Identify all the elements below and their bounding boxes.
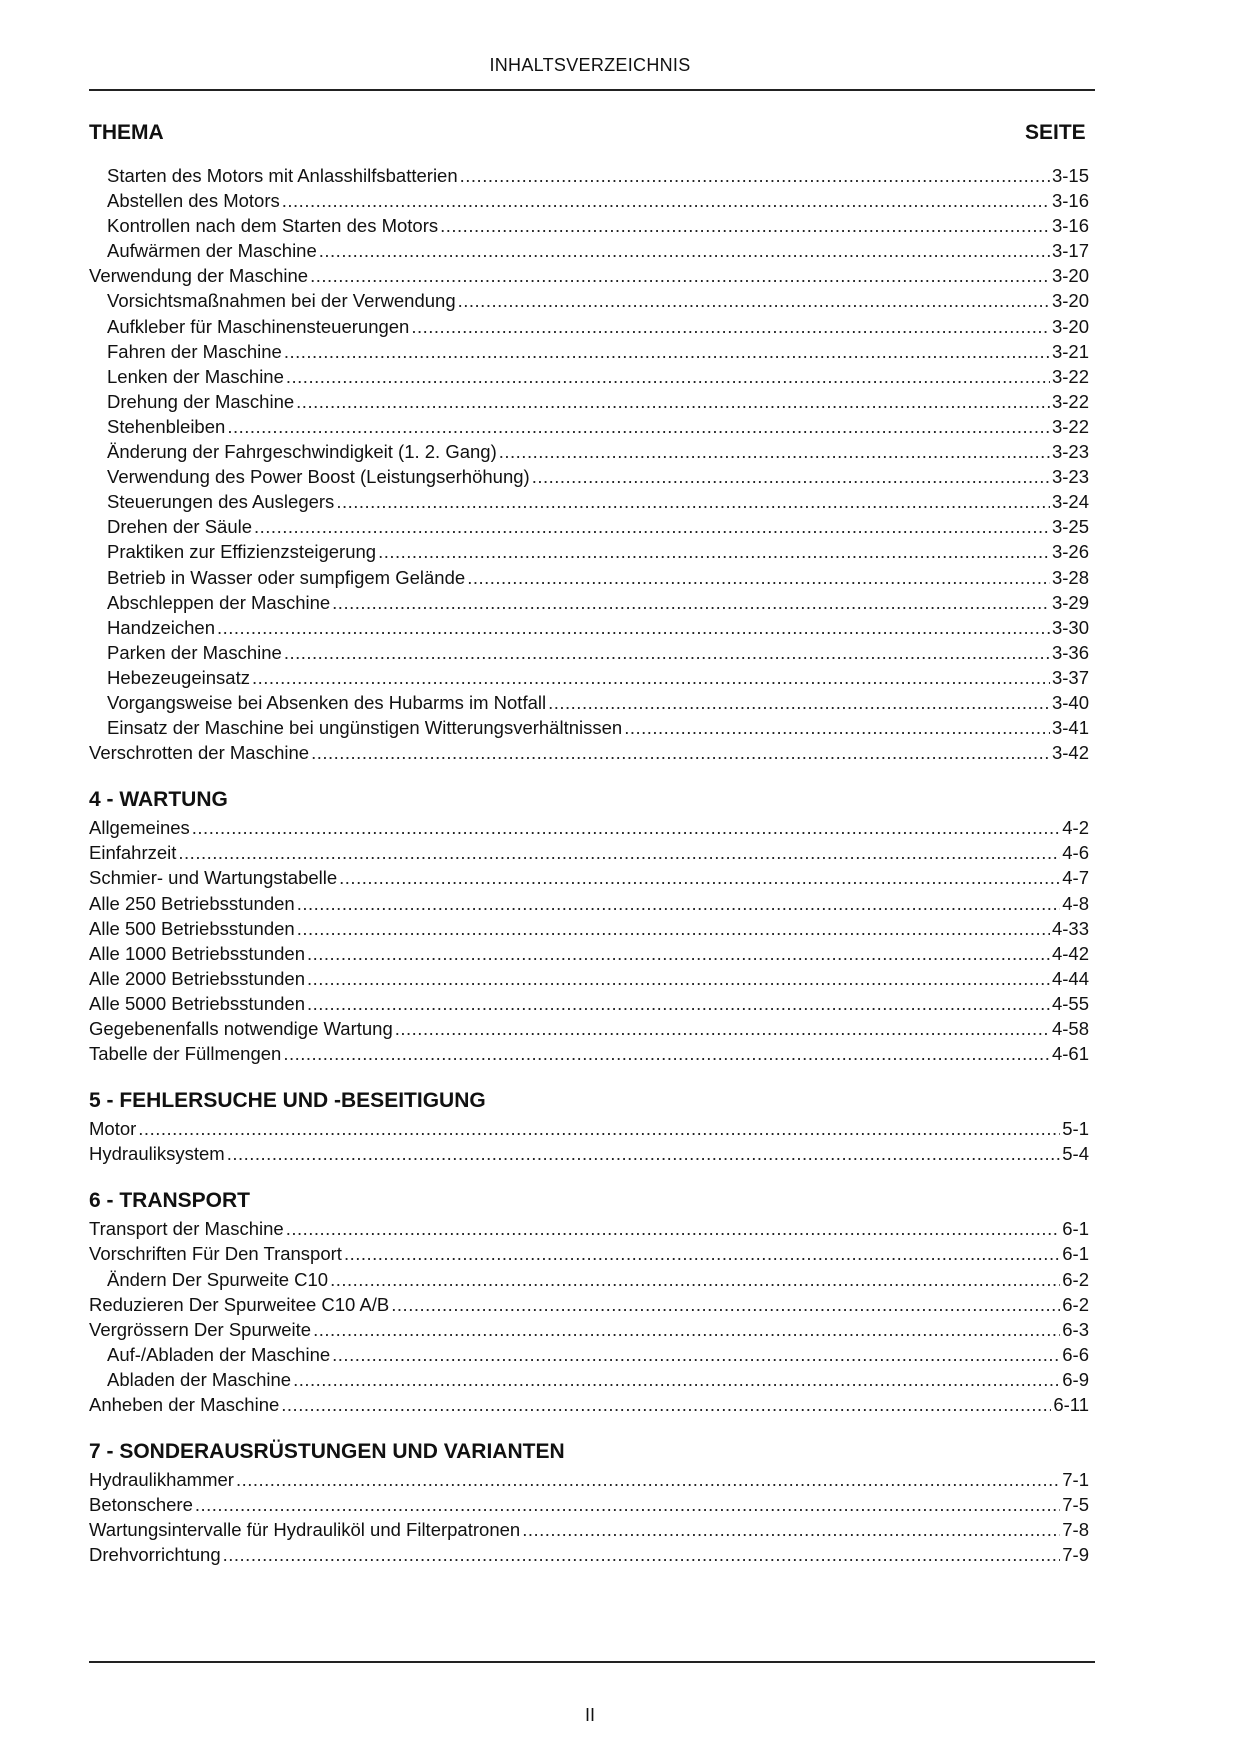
toc-entry[interactable] (89, 238, 1089, 263)
toc-entry-title: Schmier- und Wartungstabelle (89, 867, 338, 889)
toc-entry-title: Starten des Motors mit Anlasshilfsbatterien (107, 165, 458, 186)
toc-entry-title: Hydrauliksystem (89, 1143, 225, 1165)
toc-entry-title: Vorgangsweise bei Absenken des Hubarms im Notfall (107, 691, 547, 713)
toc-entry-title: Handzeichen (107, 616, 215, 638)
dot-leader (548, 690, 1050, 715)
dot-leader (499, 439, 1050, 464)
toc-entry-title: Wartungsintervalle für Hydrauliköl und Filterpatronen (89, 1519, 521, 1541)
toc-entry[interactable] (89, 213, 1089, 238)
toc-entry[interactable] (89, 539, 1089, 564)
toc-entry-page: 6-9 (1062, 1368, 1089, 1390)
toc-section (89, 163, 1089, 765)
toc-entry-page: 3-30 (1051, 616, 1089, 638)
toc-entry[interactable] (89, 941, 1089, 966)
toc-entry-page: 3-22 (1051, 390, 1089, 412)
toc-entry-page: 3-20 (1051, 290, 1089, 312)
toc-entry-title: Vergrössern Der Spurweite (89, 1318, 312, 1340)
page-header-title: INHALTSVERZEICHNIS (489, 55, 691, 75)
toc-entry-title: Betonschere (89, 1494, 193, 1516)
page-number: II (584, 1705, 595, 1725)
dot-leader (284, 339, 1050, 364)
toc-entry-page: 4-33 (1051, 917, 1089, 939)
toc-entry[interactable] (89, 840, 1089, 865)
toc-entry-page: 4-7 (1062, 867, 1089, 889)
toc-entry-page: 4-44 (1051, 967, 1089, 989)
toc-entry-title: Betrieb in Wasser oder sumpfigem Gelände (107, 566, 466, 588)
toc-entry[interactable] (89, 163, 1089, 188)
dot-leader (319, 238, 1050, 263)
dot-leader (391, 1292, 1060, 1317)
toc-section (89, 1186, 1089, 1417)
dot-leader (332, 1342, 1060, 1367)
toc-entry[interactable] (89, 514, 1089, 539)
dot-leader (339, 865, 1060, 890)
toc-entry-title: Verwendung des Power Boost (Leistungserhöhung) (107, 466, 530, 488)
toc-entry-page: 6-11 (1053, 1394, 1089, 1416)
dot-leader (286, 1216, 1061, 1241)
dot-leader (307, 966, 1050, 991)
toc-entry-title: Abschleppen der Maschine (107, 591, 331, 613)
toc-entry-page: 3-16 (1051, 215, 1089, 237)
dot-leader (411, 314, 1050, 339)
toc-entry-page: 3-28 (1051, 566, 1089, 588)
toc-entry-title: Anheben der Maschine (89, 1394, 280, 1416)
toc-entry[interactable] (89, 188, 1089, 213)
toc-entry-page: 3-29 (1051, 591, 1089, 613)
toc-entry-title: Hydraulikhammer (89, 1469, 234, 1491)
toc-entry[interactable] (89, 1367, 1089, 1392)
dot-leader (293, 1367, 1060, 1392)
toc-entry[interactable] (89, 263, 1089, 288)
toc-entry-title: Alle 1000 Betriebsstunden (89, 942, 305, 964)
toc-entry-title: Verwendung der Maschine (89, 265, 309, 287)
toc-entry[interactable] (89, 690, 1089, 715)
toc-entry-title: Aufkleber für Maschinensteuerungen (107, 315, 410, 337)
toc-entry[interactable] (89, 815, 1089, 840)
toc-entry-title: Alle 500 Betriebsstunden (89, 917, 295, 939)
dot-leader (467, 565, 1050, 590)
toc-entry-page: 7-8 (1062, 1519, 1089, 1541)
toc-entry[interactable] (89, 640, 1089, 665)
dot-leader (252, 665, 1050, 690)
toc-entry-page: 3-24 (1051, 491, 1089, 513)
toc-entry[interactable] (89, 1392, 1089, 1417)
toc-entry-page: 3-21 (1051, 340, 1089, 362)
toc-entry-title: Vorschriften Für Den Transport (89, 1243, 342, 1265)
dot-leader (332, 590, 1050, 615)
toc-entry-title: Lenken der Maschine (107, 365, 284, 387)
toc-entry-page: 6-1 (1062, 1218, 1089, 1240)
toc-entry-page: 7-5 (1062, 1494, 1089, 1516)
dot-leader (310, 263, 1050, 288)
toc-entry[interactable] (89, 364, 1089, 389)
toc-entry[interactable] (89, 590, 1089, 615)
toc-entry-page: 3-26 (1051, 541, 1089, 563)
toc-entry[interactable] (89, 1241, 1089, 1266)
section-title: 5 - FEHLERSUCHE UND -BESEITIGUNG (89, 1089, 486, 1113)
dot-leader (297, 916, 1050, 941)
toc-entry-page: 3-23 (1051, 466, 1089, 488)
toc-entry-page: 4-42 (1051, 942, 1089, 964)
toc-entry-title: Einfahrzeit (89, 842, 177, 864)
dot-leader (532, 464, 1050, 489)
toc-entry-title: Verschrotten der Maschine (89, 742, 310, 764)
toc-entry[interactable] (89, 489, 1089, 514)
dot-leader (284, 640, 1050, 665)
toc-entry-page: 3-22 (1051, 415, 1089, 437)
dot-leader (195, 1492, 1060, 1517)
toc-entry[interactable] (89, 1041, 1089, 1066)
dot-leader (460, 163, 1050, 188)
toc-entry[interactable] (89, 1517, 1089, 1542)
column-heading-topic: THEMA (89, 121, 164, 144)
toc-entry-page: 3-23 (1051, 441, 1089, 463)
toc-entry-title: Tabelle der Füllmengen (89, 1043, 282, 1065)
column-heading-page: SEITE (1025, 121, 1086, 144)
toc-entry-page: 6-2 (1062, 1293, 1089, 1315)
dot-leader (378, 539, 1050, 564)
toc-entry[interactable] (89, 339, 1089, 364)
toc-entry[interactable] (89, 1016, 1089, 1041)
toc-entry-page: 4-8 (1062, 892, 1089, 914)
toc-entry-title: Allgemeines (89, 817, 190, 839)
dot-leader (307, 941, 1050, 966)
dot-leader (286, 364, 1050, 389)
header-divider (89, 89, 1095, 91)
dot-leader (281, 1392, 1051, 1417)
toc-entry-page: 7-1 (1062, 1469, 1089, 1491)
toc-entry-page: 5-1 (1062, 1118, 1089, 1140)
toc-entry[interactable] (89, 740, 1089, 765)
toc-entry-title: Steuerungen des Auslegers (107, 491, 335, 513)
toc-entry[interactable] (89, 565, 1089, 590)
toc-entry-title: Reduzieren Der Spurweitee C10 A/B (89, 1293, 390, 1315)
toc-entry-title: Ändern Der Spurweite C10 (107, 1268, 329, 1290)
dot-leader (458, 288, 1050, 313)
toc-entry-page: 3-20 (1051, 315, 1089, 337)
toc-entry[interactable] (89, 715, 1089, 740)
toc-entry-title: Änderung der Fahrgeschwindigkeit (1. 2. Gang) (107, 441, 497, 463)
toc-entry-title: Abladen der Maschine (107, 1368, 292, 1390)
toc-entry-page: 6-2 (1062, 1268, 1089, 1290)
toc-entry-page: 6-1 (1062, 1243, 1089, 1265)
dot-leader (522, 1517, 1060, 1542)
toc-entry-title: Motor (89, 1118, 137, 1140)
dot-leader (282, 188, 1050, 213)
toc-entry-page: 6-3 (1062, 1318, 1089, 1340)
dot-leader (336, 489, 1050, 514)
toc-entry-page: 3-42 (1051, 742, 1089, 764)
toc-entry[interactable] (89, 1116, 1089, 1141)
toc-entry[interactable] (89, 991, 1089, 1016)
toc-entry-title: Praktiken zur Effizienzsteigerung (107, 541, 377, 563)
dot-leader (311, 740, 1050, 765)
dot-leader (254, 514, 1050, 539)
toc-entry[interactable] (89, 966, 1089, 991)
toc-entry[interactable] (89, 891, 1089, 916)
toc-entry[interactable] (89, 1467, 1089, 1492)
dot-leader (223, 1542, 1061, 1567)
toc-entry[interactable] (89, 1216, 1089, 1241)
toc-entry-title: Aufwärmen der Maschine (107, 240, 317, 262)
toc-entry-title: Parken der Maschine (107, 641, 282, 663)
dot-leader (192, 815, 1060, 840)
toc-entry-page: 4-61 (1051, 1043, 1089, 1065)
toc-entry-title: Drehung der Maschine (107, 390, 295, 412)
toc-entry-title: Auf-/Abladen der Maschine (107, 1343, 331, 1365)
toc-entry-title: Abstellen des Motors (107, 190, 280, 212)
toc-entry[interactable] (89, 464, 1089, 489)
toc-entry[interactable] (89, 1292, 1089, 1317)
toc-entry-page: 3-16 (1051, 190, 1089, 212)
toc-entry-page: 3-40 (1051, 691, 1089, 713)
dot-leader (296, 389, 1050, 414)
toc-entry[interactable] (89, 615, 1089, 640)
toc-section (89, 1437, 1089, 1567)
toc-entry-title: Kontrollen nach dem Starten des Motors (107, 215, 439, 237)
dot-leader (283, 1041, 1050, 1066)
dot-leader (330, 1267, 1060, 1292)
dot-leader (227, 414, 1050, 439)
toc-entry-page: 4-55 (1051, 992, 1089, 1014)
toc-entry-page: 6-6 (1062, 1343, 1089, 1365)
toc-entry-page: 4-6 (1062, 842, 1089, 864)
toc-entry[interactable] (89, 389, 1089, 414)
toc-entry-title: Einsatz der Maschine bei ungünstigen Witterungsverhältnissen (107, 717, 623, 739)
dot-leader (344, 1241, 1060, 1266)
toc-entry-page: 4-58 (1051, 1018, 1089, 1039)
section-title: 6 - TRANSPORT (89, 1189, 251, 1213)
toc-entry-page: 3-37 (1051, 666, 1089, 688)
table-of-contents (89, 163, 1089, 1568)
toc-entry-page: 3-41 (1051, 717, 1089, 739)
section-title: 4 - WARTUNG (89, 788, 228, 812)
toc-entry-title: Fahren der Maschine (107, 340, 282, 362)
dot-leader (395, 1016, 1050, 1041)
toc-entry-title: Transport der Maschine (89, 1218, 284, 1240)
toc-entry-page: 7-9 (1062, 1544, 1089, 1566)
toc-entry-title: Hebezeugeinsatz (107, 666, 250, 688)
toc-entry[interactable] (89, 1141, 1089, 1166)
toc-entry-title: Stehenbleiben (107, 415, 226, 437)
toc-entry-title: Drehvorrichtung (89, 1544, 221, 1566)
toc-entry-page: 3-36 (1051, 641, 1089, 663)
toc-section (89, 1086, 1089, 1166)
toc-entry[interactable] (89, 414, 1089, 439)
toc-entry[interactable] (89, 1342, 1089, 1367)
toc-entry[interactable] (89, 665, 1089, 690)
toc-entry-page: 3-25 (1051, 516, 1089, 538)
toc-entry[interactable] (89, 1267, 1089, 1292)
dot-leader (217, 615, 1050, 640)
toc-entry-page: 5-4 (1062, 1143, 1089, 1165)
dot-leader (307, 991, 1050, 1016)
toc-entry-title: Alle 5000 Betriebsstunden (89, 992, 305, 1014)
toc-entry-title: Gegebenenfalls notwendige Wartung (89, 1018, 393, 1039)
dot-leader (236, 1467, 1060, 1492)
dot-leader (440, 213, 1050, 238)
toc-entry-title: Alle 2000 Betriebsstunden (89, 967, 305, 989)
toc-entry-page: 3-15 (1051, 165, 1089, 186)
toc-entry-title: Drehen der Säule (107, 516, 253, 538)
toc-section (89, 785, 1089, 1066)
footer-divider (89, 1661, 1095, 1663)
toc-entry[interactable] (89, 865, 1089, 890)
dot-leader (138, 1116, 1060, 1141)
toc-entry[interactable] (89, 916, 1089, 941)
dot-leader (227, 1141, 1061, 1166)
toc-entry[interactable] (89, 314, 1089, 339)
toc-entry[interactable] (89, 1317, 1089, 1342)
toc-entry[interactable] (89, 439, 1089, 464)
dot-leader (313, 1317, 1060, 1342)
toc-entry[interactable] (89, 288, 1089, 313)
toc-entry-title: Vorsichtsmaßnahmen bei der Verwendung (107, 290, 456, 312)
toc-entry[interactable] (89, 1542, 1089, 1567)
toc-entry-title: Alle 250 Betriebsstunden (89, 892, 295, 914)
dot-leader (178, 840, 1060, 865)
toc-entry[interactable] (89, 1492, 1089, 1517)
toc-entry-page: 3-20 (1051, 265, 1089, 287)
toc-entry-page: 3-22 (1051, 365, 1089, 387)
toc-entry-page: 4-2 (1062, 817, 1089, 839)
toc-entry-page: 3-17 (1051, 240, 1089, 262)
dot-leader (297, 891, 1061, 916)
section-title: 7 - SONDERAUSRÜSTUNGEN UND VARIANTEN (89, 1440, 565, 1464)
dot-leader (624, 715, 1050, 740)
